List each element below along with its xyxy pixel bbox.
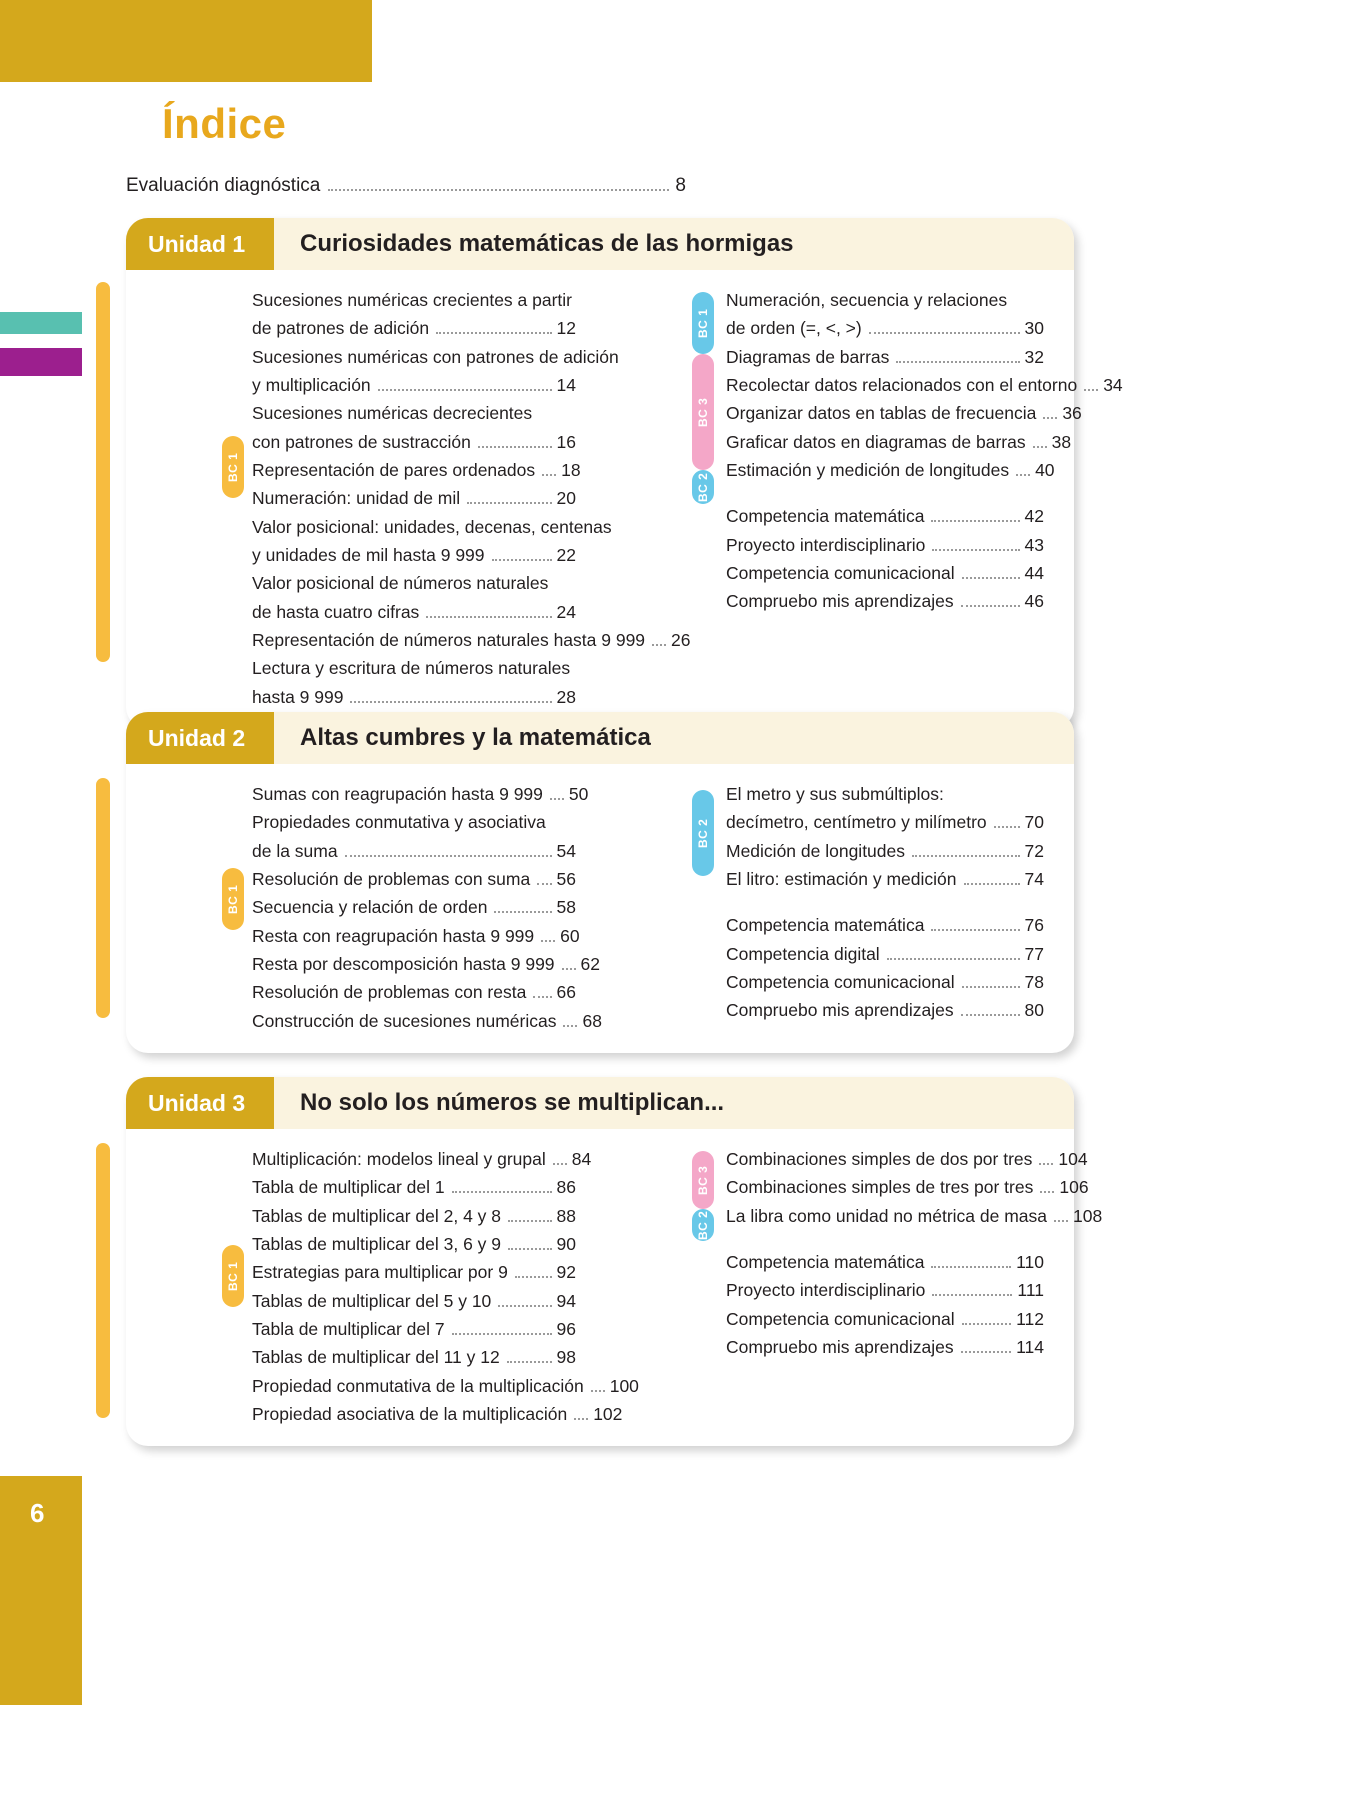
toc-extra-entry[interactable] bbox=[726, 1333, 1044, 1361]
toc-extra-entry[interactable] bbox=[726, 911, 1044, 939]
leader-dots bbox=[1016, 474, 1030, 476]
toc-entry[interactable] bbox=[252, 569, 576, 626]
toc-entry-page: 78 bbox=[1024, 972, 1044, 993]
toc-entry-label-cont: decímetro, centímetro y milímetro bbox=[726, 812, 987, 833]
leader-dots bbox=[932, 549, 1019, 551]
toc-entry-label: Propiedad conmutativa de la multiplicación bbox=[252, 1375, 584, 1396]
leader-dots bbox=[964, 883, 1020, 885]
toc-extra-entry[interactable] bbox=[726, 1248, 1044, 1276]
leader-dots bbox=[869, 332, 1020, 334]
toc-entry-label: Competencia matemática bbox=[726, 1252, 925, 1273]
leader-dots bbox=[1039, 1163, 1053, 1165]
leader-dots bbox=[542, 474, 556, 476]
toc-entry[interactable] bbox=[252, 1230, 576, 1258]
toc-entry-page: 42 bbox=[1024, 506, 1044, 527]
toc-entry-label: Numeración, secuencia y relaciones bbox=[726, 290, 1008, 310]
spacer bbox=[726, 1230, 1044, 1248]
spacer bbox=[726, 893, 1044, 911]
toc-entry-page: 22 bbox=[556, 545, 576, 566]
toc-entry-label: Combinaciones simples de dos por tres bbox=[726, 1149, 1033, 1169]
toc-entry-label: Compruebo mis aprendizajes bbox=[726, 1337, 954, 1358]
leader-dots bbox=[912, 855, 1020, 857]
toc-extra-entry[interactable] bbox=[726, 1305, 1044, 1333]
leader-dots bbox=[452, 1191, 552, 1193]
bc-chip: BC 3 bbox=[692, 1151, 714, 1209]
toc-entry-label: Competencia digital bbox=[726, 943, 880, 964]
toc-entry[interactable] bbox=[726, 343, 1044, 371]
toc-entry[interactable] bbox=[252, 484, 576, 512]
bc-chip: BC 1 bbox=[222, 868, 244, 930]
leader-dots bbox=[515, 1276, 552, 1278]
toc-entry-label: Diagramas de barras bbox=[726, 346, 890, 367]
toc-entry-label: Competencia matemática bbox=[726, 915, 925, 936]
toc-entry[interactable] bbox=[252, 1202, 576, 1230]
page-number: 6 bbox=[0, 1476, 82, 1705]
toc-entry[interactable] bbox=[252, 1372, 639, 1400]
toc-entry-page: 88 bbox=[556, 1205, 576, 1226]
toc-entry-page: 74 bbox=[1024, 869, 1044, 890]
toc-entry-label: Competencia comunicacional bbox=[726, 972, 955, 993]
toc-list bbox=[252, 286, 691, 711]
toc-entry-label: Valor posicional: unidades, decenas, centenas bbox=[252, 516, 612, 537]
toc-entry-page: 26 bbox=[671, 630, 691, 651]
toc-entry-label: Recolectar datos relacionados con el entorno bbox=[726, 375, 1078, 396]
toc-entry[interactable] bbox=[726, 837, 1044, 865]
diagnostic-label: Evaluación diagnóstica bbox=[126, 175, 321, 196]
toc-extra-entry[interactable] bbox=[726, 587, 1044, 615]
toc-entry-page: 18 bbox=[561, 460, 581, 481]
bc-chip: BC 1 bbox=[692, 292, 714, 354]
toc-entry-page: 54 bbox=[556, 840, 576, 861]
toc-entry[interactable] bbox=[726, 371, 1123, 399]
toc-entry-page: 104 bbox=[1058, 1149, 1088, 1169]
toc-entry-label-cont: de hasta cuatro cifras bbox=[252, 601, 420, 622]
toc-entry-page: 43 bbox=[1024, 534, 1044, 555]
toc-entry-label-cont: de la suma bbox=[252, 840, 338, 861]
toc-entry-page: 84 bbox=[571, 1149, 592, 1169]
leader-dots bbox=[562, 968, 576, 970]
leader-dots bbox=[494, 911, 551, 913]
toc-entry-label: El metro y sus submúltiplos: bbox=[726, 784, 944, 804]
toc-entry-label-cont: y unidades de mil hasta 9 999 bbox=[252, 545, 485, 566]
toc-entry-label-cont: hasta 9 999 bbox=[252, 686, 344, 707]
toc-entry-label: Competencia matemática bbox=[726, 506, 925, 527]
toc-entry-label: Organizar datos en tablas de frecuencia bbox=[726, 403, 1037, 424]
toc-entry-page: 114 bbox=[1016, 1337, 1044, 1358]
unit-body bbox=[126, 1129, 1103, 1446]
toc-entry-label: Tablas de multiplicar del 11 y 12 bbox=[252, 1347, 500, 1368]
toc-entry-page: 40 bbox=[1035, 460, 1055, 481]
leader-dots bbox=[1054, 1220, 1068, 1222]
toc-list bbox=[726, 780, 1044, 1025]
toc-entry-page: 80 bbox=[1024, 1000, 1044, 1021]
toc-entry[interactable] bbox=[252, 978, 576, 1006]
leader-dots bbox=[478, 446, 552, 448]
spacer bbox=[726, 484, 1044, 502]
toc-entry-page: 50 bbox=[568, 784, 589, 804]
toc-entry[interactable] bbox=[252, 654, 576, 711]
unit-column-left bbox=[126, 780, 600, 1035]
toc-entry-label-cont: y multiplicación bbox=[252, 375, 371, 396]
toc-entry-label: Estimación y medición de longitudes bbox=[726, 460, 1010, 481]
leader-dots bbox=[541, 940, 555, 942]
leader-dots bbox=[1043, 417, 1057, 419]
toc-entry-page: 14 bbox=[556, 375, 576, 396]
toc-entry-page: 28 bbox=[556, 686, 576, 707]
toc-entry[interactable] bbox=[726, 1145, 1088, 1173]
toc-entry-label: El litro: estimación y medición bbox=[726, 869, 957, 890]
toc-entry[interactable] bbox=[252, 1173, 576, 1201]
toc-entry[interactable] bbox=[726, 1202, 1103, 1230]
toc-entry-label: Lectura y escritura de números naturales bbox=[252, 658, 571, 679]
toc-entry-page: 90 bbox=[556, 1234, 576, 1255]
toc-entry[interactable] bbox=[252, 1145, 592, 1173]
unit-tag: Unidad 3 bbox=[126, 1077, 274, 1129]
leader-dots bbox=[492, 559, 552, 561]
toc-entry-label: Valor posicional de números naturales bbox=[252, 573, 549, 594]
unit-left-accent-bar bbox=[96, 282, 110, 662]
leader-dots bbox=[467, 502, 551, 504]
toc-entry[interactable] bbox=[726, 456, 1055, 484]
leader-dots bbox=[961, 1351, 1011, 1353]
leader-dots bbox=[533, 996, 551, 998]
leader-dots bbox=[550, 798, 564, 800]
leader-dots bbox=[507, 1361, 552, 1363]
toc-entry[interactable] bbox=[252, 1258, 576, 1286]
toc-entry-page: 102 bbox=[593, 1404, 623, 1425]
bc-chip: BC 1 bbox=[222, 1245, 244, 1307]
leader-dots bbox=[961, 605, 1020, 607]
toc-entry[interactable] bbox=[252, 1007, 602, 1035]
unit-card bbox=[126, 1077, 1103, 1446]
toc-entry-label: Sucesiones numéricas crecientes a partir bbox=[252, 290, 573, 310]
leader-dots bbox=[553, 1163, 567, 1165]
toc-extra-entry[interactable] bbox=[726, 1276, 1044, 1304]
toc-entry[interactable] bbox=[252, 922, 580, 950]
toc-entry-label: Competencia comunicacional bbox=[726, 1308, 955, 1329]
toc-entry-page: 98 bbox=[556, 1347, 576, 1368]
leader-dots bbox=[1033, 446, 1047, 448]
toc-entry-page: 34 bbox=[1103, 375, 1123, 396]
unit-header bbox=[126, 1077, 1074, 1129]
toc-list bbox=[726, 1145, 1103, 1361]
toc-entry[interactable] bbox=[252, 286, 576, 343]
toc-entry-page: 60 bbox=[560, 925, 580, 946]
toc-entry[interactable] bbox=[726, 428, 1072, 456]
toc-entry-label: Tabla de multiplicar del 7 bbox=[252, 1319, 445, 1340]
toc-entry-label: Construcción de sucesiones numéricas bbox=[252, 1010, 557, 1031]
toc-entry-page: 86 bbox=[556, 1177, 576, 1198]
toc-entry[interactable] bbox=[726, 399, 1082, 427]
toc-entry[interactable] bbox=[252, 513, 612, 570]
unit-tag: Unidad 1 bbox=[126, 218, 274, 270]
toc-entry-page: 12 bbox=[556, 318, 576, 339]
toc-entry-label: Sumas con reagrupación hasta 9 999 bbox=[252, 784, 543, 804]
toc-extra-entry[interactable] bbox=[726, 559, 1044, 587]
leader-dots bbox=[498, 1305, 551, 1307]
toc-entry-label-cont: con patrones de sustracción bbox=[252, 431, 471, 452]
leader-dots bbox=[426, 616, 551, 618]
unit-body bbox=[126, 764, 1074, 1053]
leader-dots bbox=[350, 701, 551, 703]
toc-entry-page: 66 bbox=[556, 982, 576, 1003]
leader-dots bbox=[962, 577, 1020, 579]
leader-dots bbox=[436, 332, 551, 334]
toc-entry-page: 108 bbox=[1073, 1205, 1103, 1226]
toc-entry[interactable] bbox=[252, 399, 576, 456]
toc-entry-label: Multiplicación: modelos lineal y grupal bbox=[252, 1149, 546, 1169]
unit-header bbox=[126, 712, 1074, 764]
toc-entry-page: 94 bbox=[556, 1290, 576, 1311]
toc-entry-label-cont: de orden (=, <, >) bbox=[726, 318, 862, 339]
toc-entry-label: Representación de números naturales hasta 9 999 bbox=[252, 630, 646, 651]
unit-column-right bbox=[600, 286, 1123, 711]
toc-entry-page: 38 bbox=[1051, 431, 1072, 452]
unit-column-right bbox=[600, 780, 1074, 1035]
unit-tag: Unidad 2 bbox=[126, 712, 274, 764]
toc-entry[interactable] bbox=[252, 950, 601, 978]
toc-entry-label: Proyecto interdisciplinario bbox=[726, 1280, 926, 1301]
toc-entry-page: 76 bbox=[1024, 915, 1044, 936]
left-band-white-gap-2 bbox=[0, 334, 82, 348]
unit-header bbox=[126, 218, 1074, 270]
toc-extra-entry[interactable] bbox=[726, 940, 1044, 968]
toc-entry-page: 92 bbox=[556, 1262, 576, 1283]
left-band-white-gap-3 bbox=[0, 376, 82, 1476]
toc-entry-label: Propiedades conmutativa y asociativa bbox=[252, 812, 546, 833]
leader-dots bbox=[896, 361, 1019, 363]
toc-entry[interactable] bbox=[252, 626, 691, 654]
toc-entry[interactable] bbox=[252, 343, 619, 400]
toc-entry-label: Numeración: unidad de mil bbox=[252, 488, 461, 509]
left-band-white-gap-1 bbox=[0, 82, 82, 312]
toc-entry-label: Tablas de multiplicar del 2, 4 y 8 bbox=[252, 1205, 502, 1226]
toc-entry-page: 32 bbox=[1024, 346, 1044, 367]
toc-entry-label: Tablas de multiplicar del 5 y 10 bbox=[252, 1290, 492, 1311]
toc-entry[interactable] bbox=[252, 1343, 576, 1371]
toc-entry-label: Sucesiones numéricas con patrones de adición bbox=[252, 346, 619, 367]
bc-chip: BC 2 bbox=[692, 470, 714, 504]
leader-dots bbox=[1040, 1191, 1054, 1193]
bc-chip: BC 2 bbox=[692, 1209, 714, 1241]
toc-entry-label: Representación de pares ordenados bbox=[252, 460, 536, 481]
unit-left-accent-bar bbox=[96, 1143, 110, 1418]
toc-entry[interactable] bbox=[252, 1287, 576, 1315]
toc-entry[interactable] bbox=[726, 1173, 1089, 1201]
toc-entry[interactable] bbox=[252, 865, 576, 893]
toc-entry-label: Secuencia y relación de orden bbox=[252, 897, 488, 918]
toc-entry-page: 62 bbox=[580, 954, 601, 975]
toc-entry[interactable] bbox=[726, 865, 1044, 893]
toc-entry-page: 16 bbox=[556, 431, 576, 452]
leader-dots bbox=[378, 389, 552, 391]
leader-dots bbox=[452, 1333, 552, 1335]
left-band-purple-accent bbox=[0, 348, 82, 376]
toc-entry[interactable] bbox=[252, 456, 581, 484]
toc-entry-page: 44 bbox=[1024, 563, 1044, 584]
leader-dots bbox=[887, 958, 1020, 960]
toc-list bbox=[726, 286, 1123, 616]
toc-entry-page: 72 bbox=[1024, 840, 1044, 861]
toc-entry[interactable] bbox=[252, 1315, 576, 1343]
toc-entry-label: Resta con reagrupación hasta 9 999 bbox=[252, 925, 535, 946]
toc-entry[interactable] bbox=[726, 286, 1044, 343]
toc-entry-label: Resolución de problemas con suma bbox=[252, 869, 531, 890]
page-title: Índice bbox=[162, 100, 287, 147]
toc-entry-page: 112 bbox=[1016, 1308, 1044, 1329]
toc-list bbox=[252, 780, 602, 1035]
toc-entry-page: 106 bbox=[1059, 1177, 1089, 1198]
toc-entry-page: 20 bbox=[556, 488, 576, 509]
toc-entry-page: 77 bbox=[1024, 943, 1044, 964]
toc-entry-page: 24 bbox=[556, 601, 576, 622]
toc-entry-page: 46 bbox=[1024, 591, 1044, 612]
toc-entry-page: 110 bbox=[1016, 1252, 1044, 1273]
diagnostic-page: 8 bbox=[675, 175, 686, 196]
toc-entry-label: La libra como unidad no métrica de masa bbox=[726, 1205, 1048, 1226]
unit-column-left bbox=[126, 286, 691, 711]
toc-entry-label: Sucesiones numéricas decrecientes bbox=[252, 403, 533, 424]
toc-entry-label: Compruebo mis aprendizajes bbox=[726, 591, 954, 612]
toc-entry-label: Propiedad asociativa de la multiplicación bbox=[252, 1404, 568, 1425]
toc-entry-label: Resta por descomposición hasta 9 999 bbox=[252, 954, 555, 975]
unit-title: No solo los números se multiplican... bbox=[300, 1089, 725, 1116]
unit-body bbox=[126, 270, 1123, 729]
leader-dots bbox=[328, 189, 669, 191]
toc-entry-label: Estrategias para multiplicar por 9 bbox=[252, 1262, 508, 1283]
toc-entry-page: 100 bbox=[609, 1375, 639, 1396]
toc-entry-page: 58 bbox=[556, 897, 576, 918]
toc-entry[interactable] bbox=[252, 780, 589, 808]
leader-dots bbox=[962, 1323, 1012, 1325]
toc-entry-label: Tabla de multiplicar del 1 bbox=[252, 1177, 445, 1198]
unit-title: Curiosidades matemáticas de las hormigas bbox=[300, 230, 794, 257]
toc-extra-entry[interactable] bbox=[726, 502, 1044, 530]
leader-dots bbox=[932, 1294, 1012, 1296]
toc-entry[interactable] bbox=[252, 1400, 623, 1428]
unit-left-accent-bar bbox=[96, 778, 110, 1018]
toc-list bbox=[252, 1145, 639, 1428]
toc-entry[interactable] bbox=[252, 808, 576, 865]
leader-dots bbox=[994, 826, 1020, 828]
toc-entry-label: Combinaciones simples de tres por tres bbox=[726, 1177, 1034, 1198]
leader-dots bbox=[563, 1025, 577, 1027]
leader-dots bbox=[508, 1248, 552, 1250]
toc-entry-label: Proyecto interdisciplinario bbox=[726, 534, 926, 555]
left-band-teal-accent bbox=[0, 312, 82, 334]
unit-column-right bbox=[600, 1145, 1103, 1428]
toc-entry-page: 111 bbox=[1017, 1280, 1044, 1301]
leader-dots bbox=[1084, 389, 1098, 391]
leader-dots bbox=[574, 1418, 588, 1420]
unit-title: Altas cumbres y la matemática bbox=[300, 724, 651, 751]
leader-dots bbox=[931, 520, 1019, 522]
toc-entry-label: Medición de longitudes bbox=[726, 840, 906, 861]
leader-dots bbox=[961, 1014, 1020, 1016]
toc-extra-entry[interactable] bbox=[726, 996, 1044, 1024]
bc-chip: BC 2 bbox=[692, 790, 714, 876]
unit-card bbox=[126, 712, 1074, 1053]
toc-entry-label: Compruebo mis aprendizajes bbox=[726, 1000, 954, 1021]
toc-entry-page: 30 bbox=[1024, 318, 1044, 339]
toc-entry-page: 68 bbox=[582, 1010, 602, 1031]
unit-card bbox=[126, 218, 1123, 729]
diagnostic-entry bbox=[126, 175, 686, 197]
leader-dots bbox=[537, 883, 551, 885]
unit-column-left bbox=[126, 1145, 639, 1428]
toc-entry-label: Tablas de multiplicar del 3, 6 y 9 bbox=[252, 1234, 502, 1255]
toc-entry-page: 96 bbox=[556, 1319, 576, 1340]
leader-dots bbox=[931, 929, 1019, 931]
bc-chip: BC 3 bbox=[692, 354, 714, 470]
toc-entry-label: Graficar datos en diagramas de barras bbox=[726, 431, 1026, 452]
toc-entry-page: 36 bbox=[1062, 403, 1082, 424]
toc-entry-page: 70 bbox=[1024, 812, 1044, 833]
bc-chip: BC 1 bbox=[222, 436, 244, 498]
toc-extra-entry[interactable] bbox=[726, 531, 1044, 559]
toc-entry-page: 56 bbox=[556, 869, 576, 890]
leader-dots bbox=[508, 1220, 552, 1222]
toc-extra-entry[interactable] bbox=[726, 968, 1044, 996]
toc-entry-label: Competencia comunicacional bbox=[726, 563, 955, 584]
toc-entry[interactable] bbox=[726, 780, 1044, 837]
leader-dots bbox=[931, 1266, 1011, 1268]
toc-entry-label: Resolución de problemas con resta bbox=[252, 982, 527, 1003]
leader-dots bbox=[962, 986, 1020, 988]
toc-entry-label-cont: de patrones de adición bbox=[252, 318, 430, 339]
leader-dots bbox=[345, 855, 552, 857]
toc-entry[interactable] bbox=[252, 893, 576, 921]
